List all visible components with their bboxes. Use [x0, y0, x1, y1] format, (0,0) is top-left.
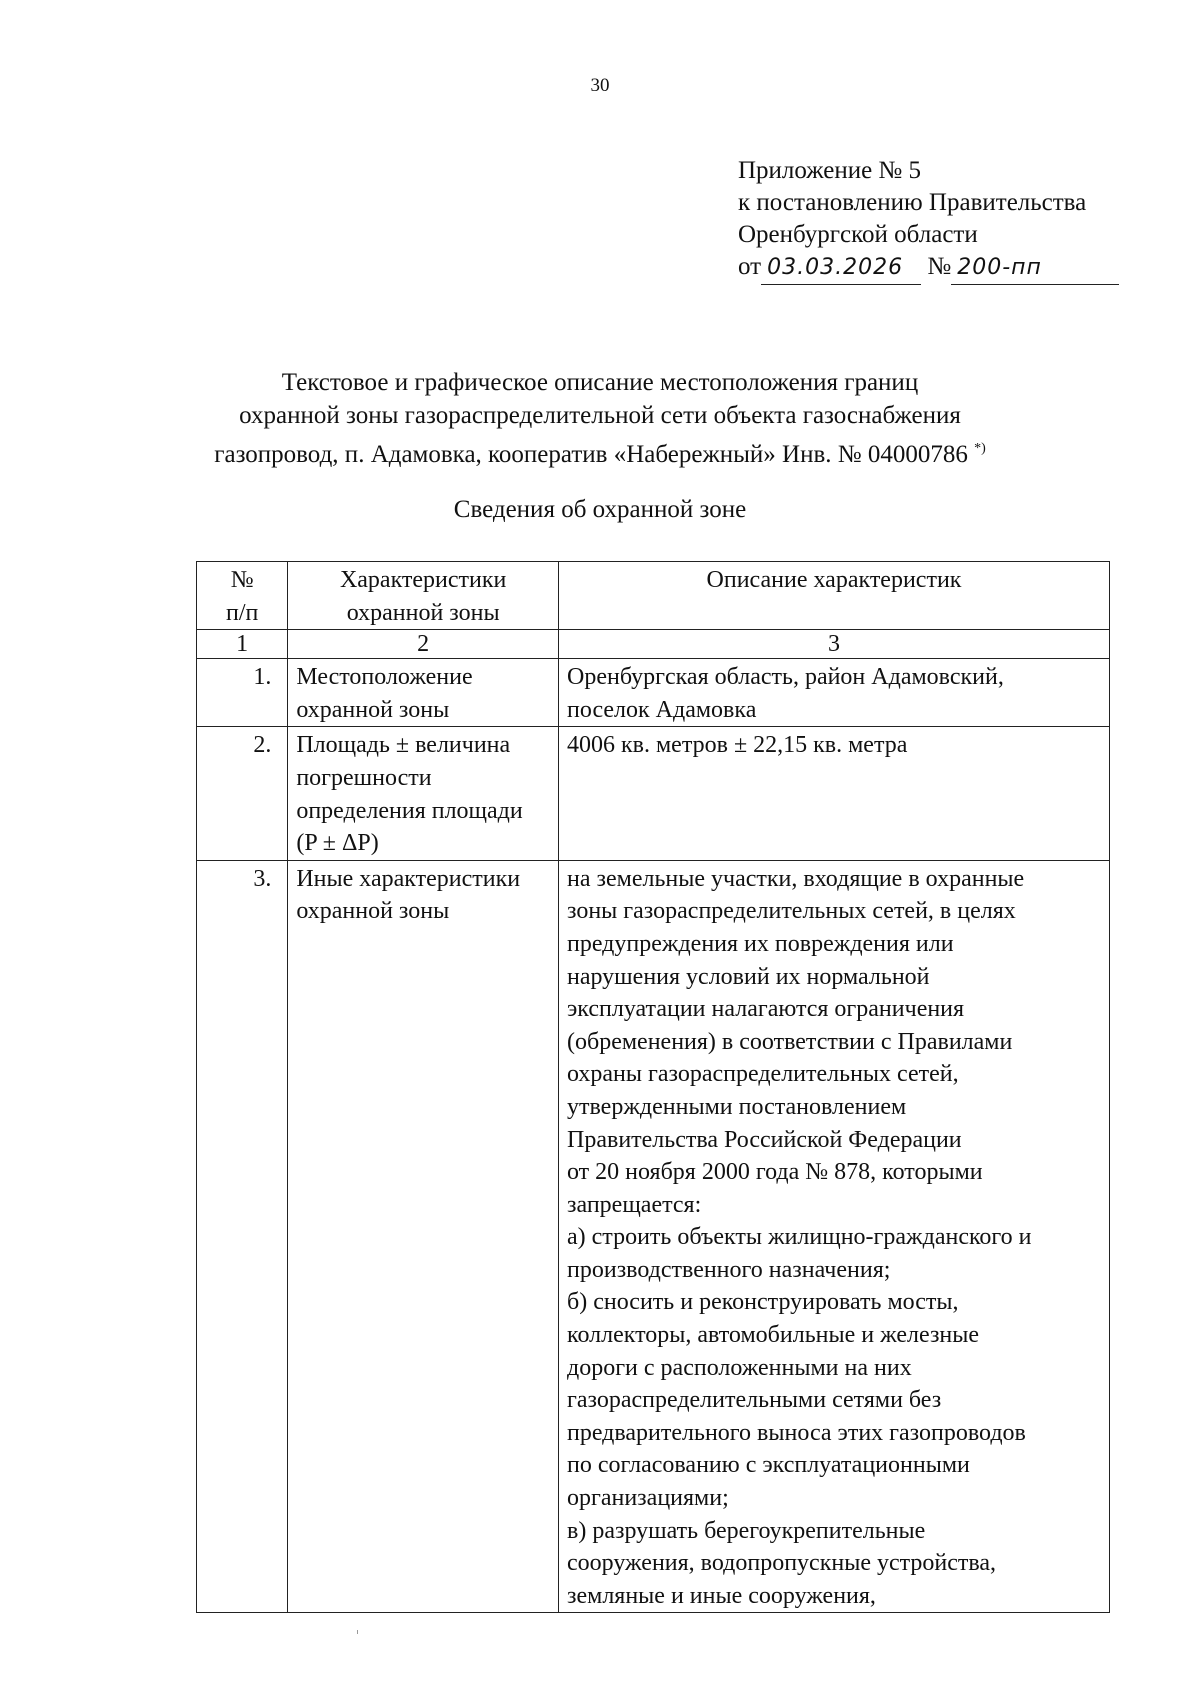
header-cell-characteristics [288, 562, 559, 630]
cell-text: охраны газораспределительных сетей, [567, 1061, 959, 1088]
document-title [0, 366, 1200, 471]
cell-text: запрещается: [567, 1191, 702, 1218]
cell-text: производственного назначения; [567, 1256, 891, 1283]
cell-text: предупреждения их повреждения или [567, 930, 954, 957]
cell-text: сооружения, водопропускные устройства, [567, 1550, 997, 1577]
cell-text: а) строить объекты жилищно-гражданского и [567, 1224, 1032, 1251]
cell-text: нарушения условий их нормальной [567, 963, 930, 990]
cell-text: 4006 кв. метров ± 22,15 кв. метра [567, 732, 908, 759]
title-line-3 [0, 432, 1200, 471]
cell-text: в) разрушать берегоукрепительные [567, 1517, 926, 1544]
title-line-3-text: газопровод, п. Адамовка, кооператив «Набережный» Инв. № 04000786 [214, 441, 968, 468]
header-text: Описание характеристик [706, 567, 962, 593]
cell-text: организациями; [567, 1485, 729, 1512]
cell-text: Местоположение [296, 664, 473, 691]
header-text: № [230, 567, 254, 593]
cell-text: (P ± ΔP) [296, 830, 379, 857]
header-cell-description [559, 562, 1110, 630]
column-number: 1 [197, 630, 288, 659]
cell-text: коллекторы, автомобильные и железные [567, 1322, 980, 1349]
cell-text: Иные характеристики [296, 865, 521, 892]
cell-text: Правительства Российской Федерации [567, 1126, 962, 1153]
protection-zone-table [196, 561, 1110, 1613]
section-title: Сведения об охранной зоне [453, 496, 747, 523]
appendix-title: Приложение № 5 [738, 157, 922, 184]
title-line-1: Текстовое и графическое описание местоположения границ [281, 369, 919, 396]
header-text: п/п [225, 599, 259, 626]
cell-text: газораспределительными сетями без [567, 1387, 942, 1414]
table-row [197, 860, 1110, 1613]
table-row [197, 727, 1110, 860]
cell-text: охранной зоны [296, 696, 450, 723]
appendix-date-line [738, 251, 1119, 285]
row-number: 2. [197, 727, 288, 860]
column-numbers-row [197, 630, 1110, 659]
cell-text: б) сносить и реконструировать мосты, [567, 1289, 959, 1316]
number-sign: № [927, 253, 952, 280]
column-number: 3 [559, 630, 1110, 659]
scan-artifact-mark [357, 1630, 358, 1634]
cell-text: зоны газораспределительных сетей, в целях [567, 898, 1016, 925]
cell-text: Оренбургская область, район Адамовский, [567, 664, 1004, 691]
row-number: 3. [197, 860, 288, 1613]
cell-text: от 20 ноября 2000 года № 878, которыми [567, 1159, 983, 1186]
title-line-2: охранной зоны газораспределительной сети объекта газоснабжения [239, 402, 961, 429]
row-number: 1. [197, 659, 288, 727]
table-header-row [197, 562, 1110, 630]
cell-text: определения площади [296, 797, 523, 824]
cell-text: предварительного выноса этих газопроводов [567, 1419, 1026, 1446]
cell-text: охранной зоны [296, 898, 450, 925]
footnote-mark: *) [974, 441, 986, 456]
appendix-resolution: к постановлению Правительства [738, 189, 1087, 216]
cell-text: утвержденными постановлением [567, 1093, 907, 1120]
header-cell-number [197, 562, 288, 630]
page-number: 30 [590, 75, 610, 96]
header-text: охранной зоны [346, 599, 500, 626]
header-text: Характеристики [339, 567, 507, 593]
appendix-block [738, 155, 1119, 285]
cell-text: земляные и иные сооружения, [567, 1582, 876, 1609]
cell-text: эксплуатации налагаются ограничения [567, 996, 965, 1023]
row-characteristic [288, 659, 559, 727]
date-prefix: от [738, 253, 762, 280]
cell-text: погрешности [296, 764, 432, 791]
row-description [559, 727, 1110, 860]
appendix-region: Оренбургской области [738, 221, 978, 248]
row-characteristic [288, 727, 559, 860]
row-characteristic [288, 860, 559, 1613]
cell-text: по согласованию с эксплуатационными [567, 1452, 970, 1479]
cell-text: на земельные участки, входящие в охранные [567, 865, 1025, 892]
cell-text: поселок Адамовка [567, 696, 757, 723]
cell-text: дороги с расположенными на них [567, 1354, 912, 1381]
handwritten-date: 03.03.2026 [761, 252, 921, 285]
cell-text: (обременения) в соответствии с Правилами [567, 1028, 1013, 1055]
row-description [559, 659, 1110, 727]
cell-text: Площадь ± величина [296, 732, 511, 759]
row-description [559, 860, 1110, 1613]
table-row [197, 659, 1110, 727]
handwritten-number: 200-пп [951, 252, 1119, 285]
column-number: 2 [288, 630, 559, 659]
